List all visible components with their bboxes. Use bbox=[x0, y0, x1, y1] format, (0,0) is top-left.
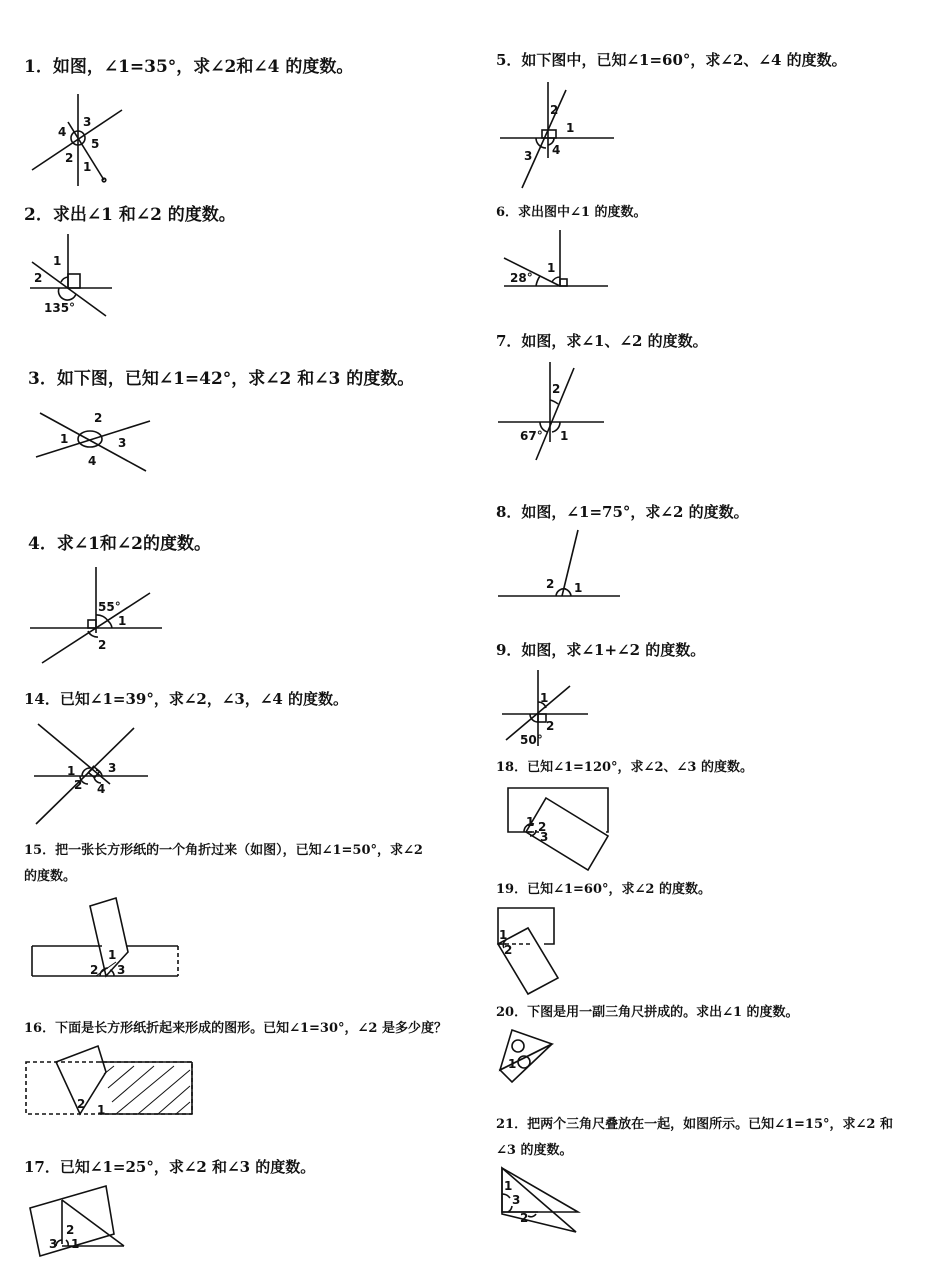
p2-label-2: 2 bbox=[34, 271, 43, 285]
problem-15-text-line2: 的度数。 bbox=[24, 869, 77, 884]
p1-label-3: 3 bbox=[83, 115, 92, 129]
problem-6-figure bbox=[500, 228, 612, 292]
problem-20-figure bbox=[496, 1028, 556, 1086]
problem-2-figure bbox=[28, 232, 138, 320]
p9-given-50: 50° bbox=[520, 733, 543, 747]
p18-label-1: 1 bbox=[526, 815, 535, 829]
p21-label-1: 1 bbox=[504, 1179, 513, 1193]
p16-label-2: 2 bbox=[77, 1097, 86, 1111]
problem-17-figure bbox=[28, 1184, 128, 1260]
p8-label-2: 2 bbox=[546, 577, 555, 591]
p14-label-3: 3 bbox=[108, 761, 117, 775]
p1-label-1: 1 bbox=[83, 160, 92, 174]
p3-label-3: 3 bbox=[118, 436, 127, 450]
p4-given-55: 55° bbox=[98, 600, 121, 614]
problem-2-text: 2．求出∠1 和∠2 的度数。 bbox=[24, 205, 236, 225]
p1-label-5: 5 bbox=[91, 137, 100, 151]
p21-label-3: 3 bbox=[512, 1193, 521, 1207]
p4-label-1: 1 bbox=[118, 614, 127, 628]
p14-label-2: 2 bbox=[74, 778, 83, 792]
problem-7-figure bbox=[496, 360, 608, 464]
problem-21-figure bbox=[498, 1166, 582, 1238]
problem-5-figure bbox=[496, 80, 618, 192]
problem-1-figure bbox=[28, 92, 138, 192]
problem-19-figure bbox=[496, 906, 560, 996]
problem-17-text: 17．已知∠1=25°，求∠2 和∠3 的度数。 bbox=[24, 1158, 316, 1176]
problem-20-text: 20．下图是用一副三角尺拼成的。求出∠1 的度数。 bbox=[496, 1005, 799, 1020]
p18-label-3: 3 bbox=[540, 830, 549, 844]
problem-18-figure bbox=[506, 786, 612, 872]
p15-label-2: 2 bbox=[90, 963, 99, 977]
p6-given-28: 28° bbox=[510, 271, 533, 285]
problem-15-text-line1: 15．把一张长方形纸的一个角折过来（如图），已知∠1=50°，求∠2 bbox=[24, 843, 423, 858]
p9-label-1: 1 bbox=[540, 691, 549, 705]
p3-label-1: 1 bbox=[60, 432, 69, 446]
p9-label-2: 2 bbox=[546, 719, 555, 733]
problem-14-text: 14．已知∠1=39°，求∠2，∠3，∠4 的度数。 bbox=[24, 690, 349, 708]
problem-6-text: 6．求出图中∠1 的度数。 bbox=[496, 205, 647, 220]
p17-label-2: 2 bbox=[66, 1223, 75, 1237]
problem-15-figure bbox=[30, 896, 185, 984]
p5-label-3: 3 bbox=[524, 149, 533, 163]
problem-3-text: 3．如下图，已知∠1=42°，求∠2 和∠3 的度数。 bbox=[28, 369, 415, 389]
p15-label-3: 3 bbox=[117, 963, 126, 977]
p21-label-2: 2 bbox=[520, 1211, 529, 1225]
p19-label-1: 1 bbox=[499, 928, 508, 942]
p5-label-2: 2 bbox=[550, 103, 559, 117]
problem-21-text-line2: ∠3 的度数。 bbox=[496, 1143, 573, 1158]
problem-19-text: 19．已知∠1=60°，求∠2 的度数。 bbox=[496, 882, 711, 897]
problem-16-text: 16．下面是长方形纸折起来形成的图形。已知∠1=30°，∠2 是多少度？ bbox=[24, 1021, 447, 1036]
p19-label-2: 2 bbox=[504, 943, 513, 957]
problem-7-text: 7．如图，求∠1、∠2 的度数。 bbox=[496, 332, 708, 350]
p17-label-1: 1 bbox=[71, 1237, 80, 1251]
problem-8-text: 8．如图，∠1=75°，求∠2 的度数。 bbox=[496, 503, 749, 521]
p15-label-1: 1 bbox=[108, 948, 117, 962]
p4-label-2: 2 bbox=[98, 638, 107, 652]
p5-label-1: 1 bbox=[566, 121, 575, 135]
p2-given-135: 135° bbox=[44, 301, 76, 315]
problem-8-figure bbox=[496, 528, 624, 602]
p16-label-1: 1 bbox=[97, 1103, 106, 1117]
problem-21-text-line1: 21．把两个三角尺叠放在一起，如图所示。已知∠1=15°，求∠2 和 bbox=[496, 1117, 893, 1132]
p3-label-4: 4 bbox=[88, 454, 97, 468]
p1-label-4: 4 bbox=[58, 125, 67, 139]
problem-5-text: 5．如下图中，已知∠1=60°，求∠2、∠4 的度数。 bbox=[496, 51, 847, 69]
p20-label-1: 1 bbox=[508, 1057, 517, 1071]
p8-label-1: 1 bbox=[574, 581, 583, 595]
problem-16-figure bbox=[24, 1044, 196, 1118]
p6-label-1: 1 bbox=[547, 261, 556, 275]
problem-4-text: 4．求∠1和∠2的度数。 bbox=[28, 534, 211, 554]
p7-given-67: 67° bbox=[520, 429, 543, 443]
p7-label-1: 1 bbox=[560, 429, 569, 443]
problem-4-figure bbox=[28, 565, 168, 665]
problem-1-text: 1．如图，∠1=35°，求∠2和∠4 的度数。 bbox=[24, 57, 354, 77]
problem-14-figure bbox=[30, 720, 155, 830]
p5-label-4: 4 bbox=[552, 143, 561, 157]
p14-label-1: 1 bbox=[67, 764, 76, 778]
problem-3-figure bbox=[34, 405, 154, 475]
problem-9-text: 9．如图，求∠1+∠2 的度数。 bbox=[496, 641, 706, 659]
p7-label-2: 2 bbox=[552, 382, 561, 396]
problem-9-figure bbox=[500, 668, 594, 750]
p1-label-2: 2 bbox=[65, 151, 74, 165]
p14-label-4: 4 bbox=[97, 782, 106, 796]
p18-label-2: 2 bbox=[538, 820, 547, 834]
p17-label-3: 3 bbox=[49, 1237, 58, 1251]
problem-18-text: 18．已知∠1=120°，求∠2、∠3 的度数。 bbox=[496, 760, 753, 775]
p3-label-2: 2 bbox=[94, 411, 103, 425]
p2-label-1: 1 bbox=[53, 254, 62, 268]
